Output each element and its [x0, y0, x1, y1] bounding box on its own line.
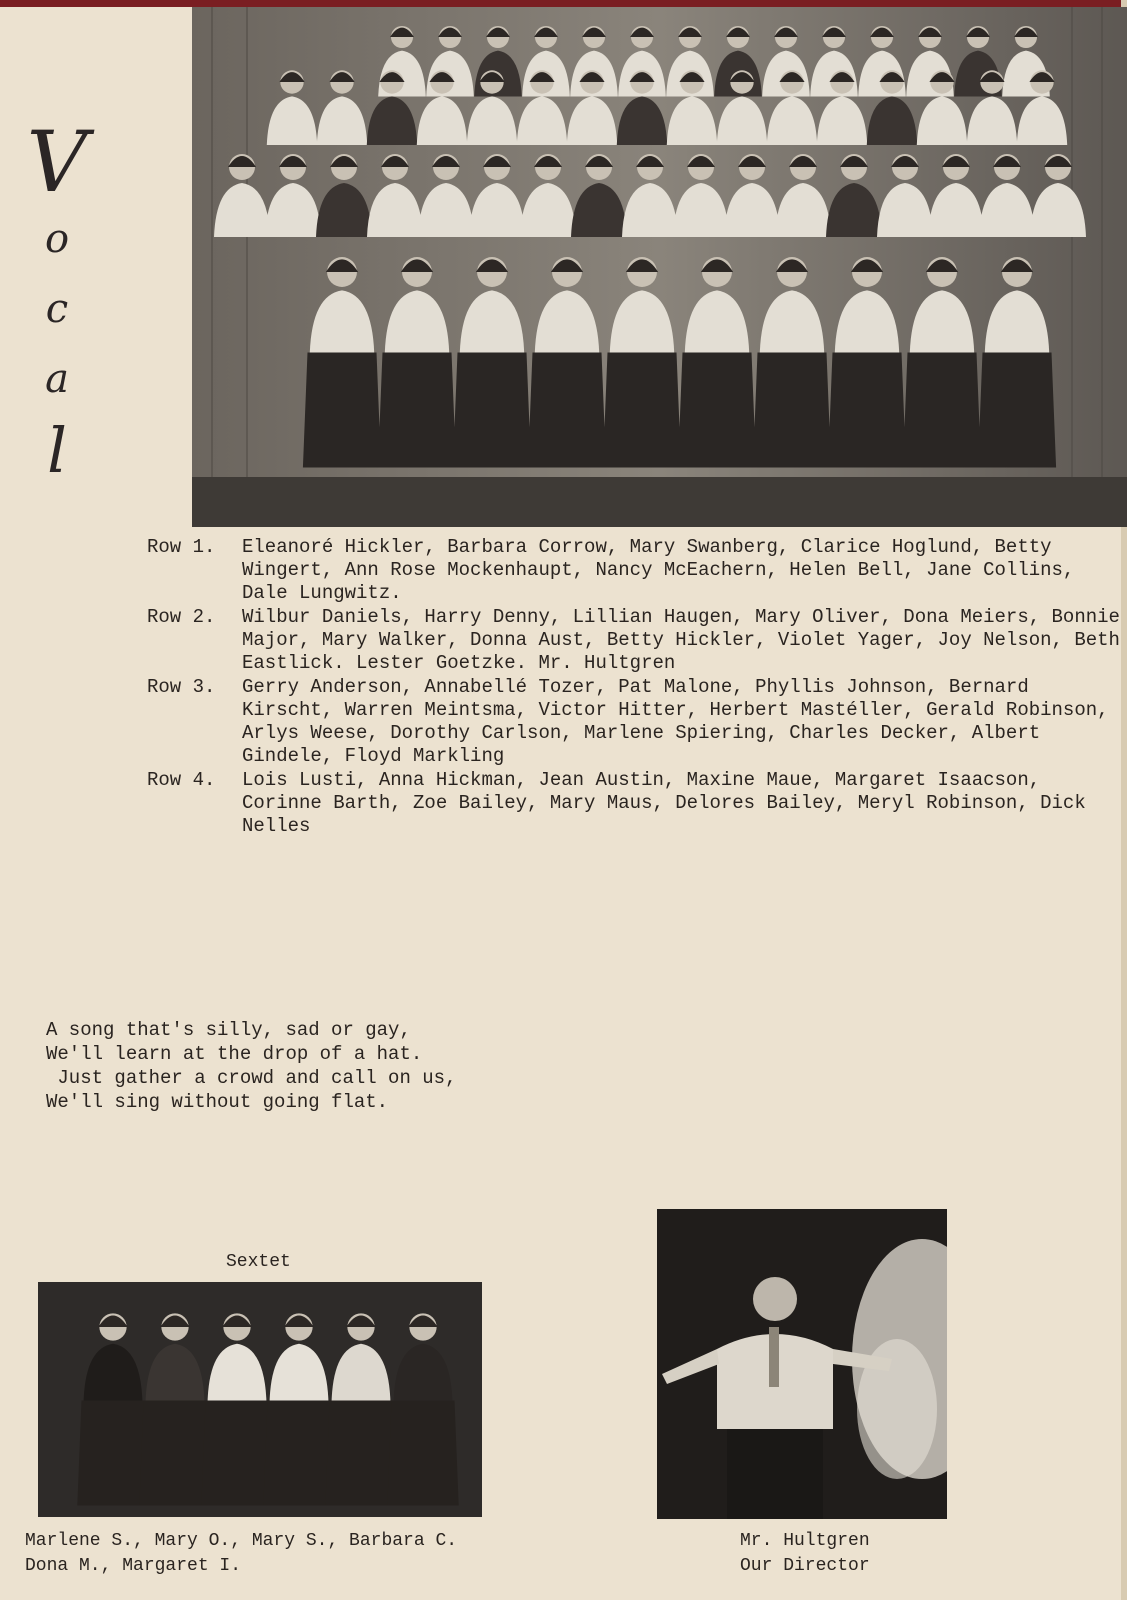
row-2 — [147, 606, 1122, 675]
row-names: Wilbur Daniels, Harry Denny, Lillian Haugen, Mary Oliver, Dona Meiers, Bonnie Major, Mary Walker, Donna Aust, Betty Hickler, Violet Yager, Joy Nelson, Beth Eastlick. Lester Goetzke. Mr. Hultgren — [242, 606, 1120, 674]
row-names: Eleanoré Hickler, Barbara Corrow, Mary Swanberg, Clarice Hoglund, Betty Wingert, Ann Rose Mockenhaupt, Nancy McEachern, Helen Bell, Jane Collins, Dale Lungwitz. — [242, 536, 1075, 604]
vertical-title — [22, 113, 92, 488]
title-letter-v: V — [26, 113, 88, 211]
director-caption-line: Our Director — [740, 1556, 870, 1576]
poem-line: A song that's silly, sad or gay, — [46, 1019, 411, 1041]
row-3 — [147, 676, 1122, 768]
row-names: Lois Lusti, Anna Hickman, Jean Austin, Maxine Maue, Margaret Isaacson, Corinne Barth, Zoe Bailey, Mary Maus, Delores Bailey, Meryl Robinson, Dick Nelles — [242, 769, 1086, 837]
row-label: Row 1. — [147, 536, 216, 558]
director-photo — [657, 1209, 947, 1519]
row-4 — [147, 769, 1122, 838]
director-caption — [740, 1529, 870, 1579]
title-letter-c: c — [45, 286, 69, 332]
title-letter-l: l — [47, 414, 67, 487]
row-label: Row 2. — [147, 606, 216, 628]
title-letter-o: o — [44, 216, 70, 262]
sextet-caption-line: Dona M., Margaret I. — [25, 1556, 242, 1576]
row-1 — [147, 536, 1122, 605]
director-caption-line: Mr. Hultgren — [740, 1531, 870, 1551]
sextet-photo — [38, 1282, 482, 1517]
sextet-caption-line: Marlene S., Mary O., Mary S., Barbara C. — [25, 1531, 458, 1551]
poem-line: We'll sing without going flat. — [46, 1091, 389, 1113]
sextet-title: Sextet — [226, 1252, 291, 1272]
row-listing — [147, 536, 1122, 839]
row-names: Gerry Anderson, Annabellé Tozer, Pat Malone, Phyllis Johnson, Bernard Kirscht, Warren Meintsma, Victor Hitter, Herbert Mastéller, Gerald Robinson, Arlys Weese, Dorothy Carlson, Marlene Spiering, Charles Decker, Albert Gindele, Floyd Markling — [242, 676, 1109, 767]
poem — [46, 1018, 456, 1114]
top-border — [0, 0, 1127, 7]
sextet-caption — [25, 1529, 457, 1579]
row-label: Row 3. — [147, 676, 216, 698]
poem-line: Just gather a crowd and call on us, — [46, 1067, 457, 1089]
poem-line: We'll learn at the drop of a hat. — [46, 1043, 423, 1065]
group-photo — [192, 7, 1127, 527]
title-letter-a: a — [45, 356, 69, 402]
row-label: Row 4. — [147, 769, 216, 791]
